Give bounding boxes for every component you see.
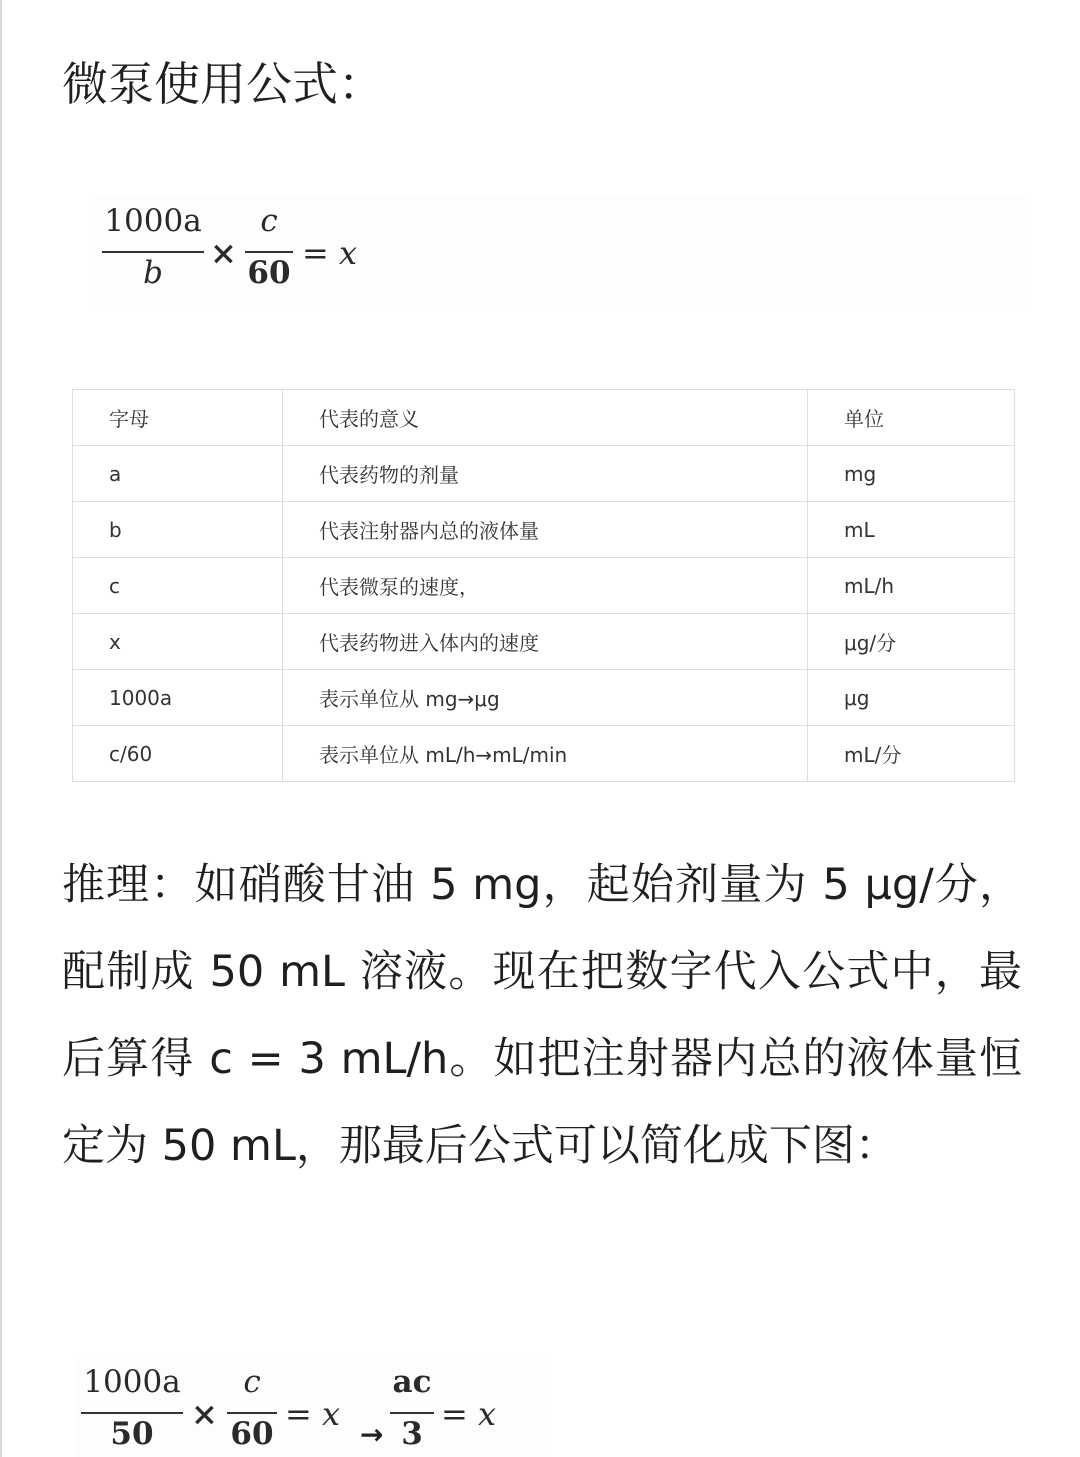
equals-x-2: = x <box>441 1395 497 1433</box>
table-row <box>73 558 1015 614</box>
cell-meaning: 代表药物的剂量 <box>283 446 808 502</box>
left-border <box>0 0 2 1457</box>
formula-full <box>90 195 1025 310</box>
numerator-ac: ac <box>392 1364 432 1400</box>
header-meaning: 代表的意义 <box>283 390 808 446</box>
cell-letter: a <box>73 446 283 502</box>
table-row <box>73 670 1015 726</box>
table-header-row <box>73 390 1015 446</box>
cell-meaning: 代表药物进入体内的速度 <box>283 614 808 670</box>
fraction-bar <box>245 251 293 253</box>
numerator-c: c <box>243 1364 261 1400</box>
cell-unit: mL/分 <box>808 726 1015 782</box>
cell-meaning: 表示单位从 mL/h→mL/min <box>283 726 808 782</box>
cell-meaning: 表示单位从 mg→μg <box>283 670 808 726</box>
reasoning-paragraph: 推理：如硝酸甘油 5 mg，起始剂量为 5 μg/分，配制成 50 mL 溶液。现在把数字代入公式中，最后算得 c = 3 mL/h。如把注射器内总的液体量恒定为 50 mL，那最后公式可以简化成下图： <box>62 860 1022 1171</box>
times-sign: × <box>191 1395 218 1433</box>
cell-meaning: 代表注射器内总的液体量 <box>283 502 808 558</box>
cell-meaning: 代表微泵的速度， <box>283 558 808 614</box>
table-row <box>73 614 1015 670</box>
cell-unit: μg <box>808 670 1015 726</box>
denominator-50: 50 <box>110 1416 154 1452</box>
section-heading: 微泵使用公式： <box>62 57 384 111</box>
cell-unit: μg/分 <box>808 614 1015 670</box>
variables-table <box>72 389 1015 782</box>
fraction-bar <box>390 1412 434 1414</box>
cell-letter: c/60 <box>73 726 283 782</box>
fraction-bar <box>102 251 204 253</box>
cell-letter: x <box>73 614 283 670</box>
denominator-60: 60 <box>247 255 291 291</box>
equals-x: = x <box>302 234 358 272</box>
formula-simplified <box>75 1358 545 1457</box>
numerator-c: c <box>260 203 278 239</box>
cell-unit: mL <box>808 502 1015 558</box>
cell-unit: mg <box>808 446 1015 502</box>
cell-letter: c <box>73 558 283 614</box>
header-letter: 字母 <box>73 390 283 446</box>
numerator-1000a: 1000a <box>83 1364 181 1400</box>
header-unit: 单位 <box>808 390 1015 446</box>
numerator-1000a: 1000a <box>104 203 202 239</box>
equals-x: = x <box>285 1395 341 1433</box>
fraction-bar <box>227 1412 277 1414</box>
fraction-bar <box>81 1412 183 1414</box>
cell-letter: 1000a <box>73 670 283 726</box>
table-row <box>73 446 1015 502</box>
cell-letter: b <box>73 502 283 558</box>
table-row <box>73 502 1015 558</box>
table-row <box>73 726 1015 782</box>
denominator-60: 60 <box>230 1416 274 1452</box>
denominator-b: b <box>143 255 163 291</box>
denominator-3: 3 <box>401 1416 423 1452</box>
arrow-icon: → <box>360 1418 384 1451</box>
cell-unit: mL/h <box>808 558 1015 614</box>
times-sign: × <box>210 234 237 272</box>
